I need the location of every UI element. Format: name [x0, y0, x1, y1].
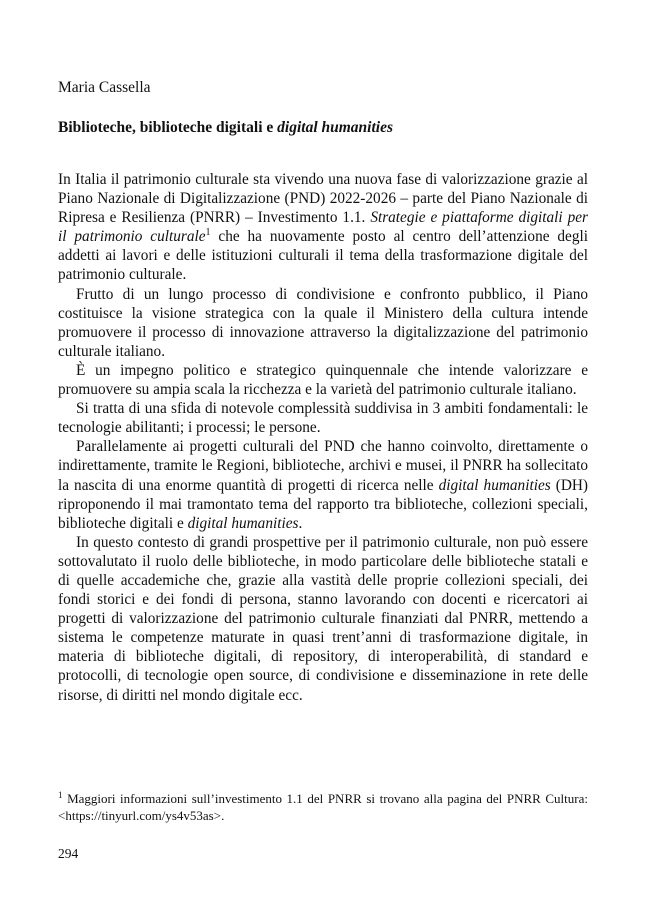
chapter-title-italic: digital humanities — [277, 119, 394, 136]
paragraph-5-italic-1: digital humanities — [438, 476, 551, 494]
paragraph-4: Si tratta di una sfida di notevole complessità suddivisa in 3 ambiti fondamentali: le tecnologie abilitanti; i processi; le persone. — [58, 400, 588, 437]
footnote-reference[interactable]: 1 — [205, 227, 211, 239]
chapter-title — [58, 118, 393, 138]
page-number: 294 — [58, 846, 79, 861]
paragraph-1-part-a: In Italia il patrimonio culturale sta vivendo una nuova fase di valorizzazione grazie al Piano Nazionale di Digitalizzazione (PND) 2022-2026 – parte del Piano Nazionale di Ripresa e Resilienza (PNRR) – Investimento 1.1. — [58, 171, 588, 227]
paragraph-5-part-b: (DH) riproponendo il mai tramontato tema del rapporto tra biblioteche, collezioni speciali, biblioteche digitali e — [58, 476, 589, 532]
paragraph-3: È un impegno politico e strategico quinquennale che intende valorizzare e promuovere su ampia scala la ricchezza e la varietà del patrimonio culturale italiano. — [58, 361, 588, 399]
paragraph-1-italic: Strategie e piattaforme digitali per il patrimonio culturale — [58, 209, 588, 246]
paragraph-1-part-b: che ha nuovamente posto al centro dell’attenzione degli addetti ai lavori e delle istituzioni culturali il tema della trasformazione digitale del patrimonio culturale. — [58, 228, 588, 284]
paragraph-2: Frutto di un lungo processo di condivisione e confronto pubblico, il Piano costituisce la visione strategica con la quale il Ministero della cultura intende promuovere il processo di innovazione attraverso la digitalizzazione del patrimonio culturale italiano. — [58, 285, 588, 360]
paragraph-1 — [58, 170, 588, 285]
chapter-title-plain: Biblioteche, biblioteche digitali e — [58, 119, 278, 136]
footnote — [58, 790, 588, 824]
paragraph-5-part-c: . — [298, 514, 303, 532]
author-name: Maria Cassella — [58, 79, 151, 96]
paragraph-6: In questo contesto di grandi prospettive per il patrimonio culturale, non può essere sottovalutato il ruolo delle biblioteche, in modo particolare delle biblioteche statali e di quelle accademiche che, grazie alla vastità delle proprie collezioni speciali, dei fondi storici e dei fondi di persona, stanno lavorando con docenti e ricercatori ai progetti di valorizzazione del patrimonio culturale finanziati dal PNRR, mettendo a sistema le competenze maturate in quasi trent’anni di trasformazione digitale, in materia di biblioteche digitali, di repository, di interoperabilità, di standard e protocolli, di tecnologie open source, di condivisione e disseminazione in rete delle risorse, di diritti nel mondo digitale ecc. — [58, 533, 588, 704]
body-text — [58, 170, 588, 705]
paragraph-5-italic-2: digital humanities — [187, 514, 299, 532]
footnote-text: Maggiori informazioni sull’investimento 1.1 del PNRR si trovano alla pagina del PNRR Cultura: <https://tinyurl.com/ys4v53as>. — [58, 791, 588, 823]
paragraph-5-part-a: Parallelamente ai progetti culturali del PND che hanno coinvolto, direttamente o indirettamente, tramite le Regioni, biblioteche, archivi e musei, il PNRR ha sollecitato la nascita di una enorme quantità di progetti di ricerca nelle — [58, 438, 588, 494]
footnote-mark: 1 — [58, 790, 63, 800]
paragraph-5 — [58, 437, 588, 532]
